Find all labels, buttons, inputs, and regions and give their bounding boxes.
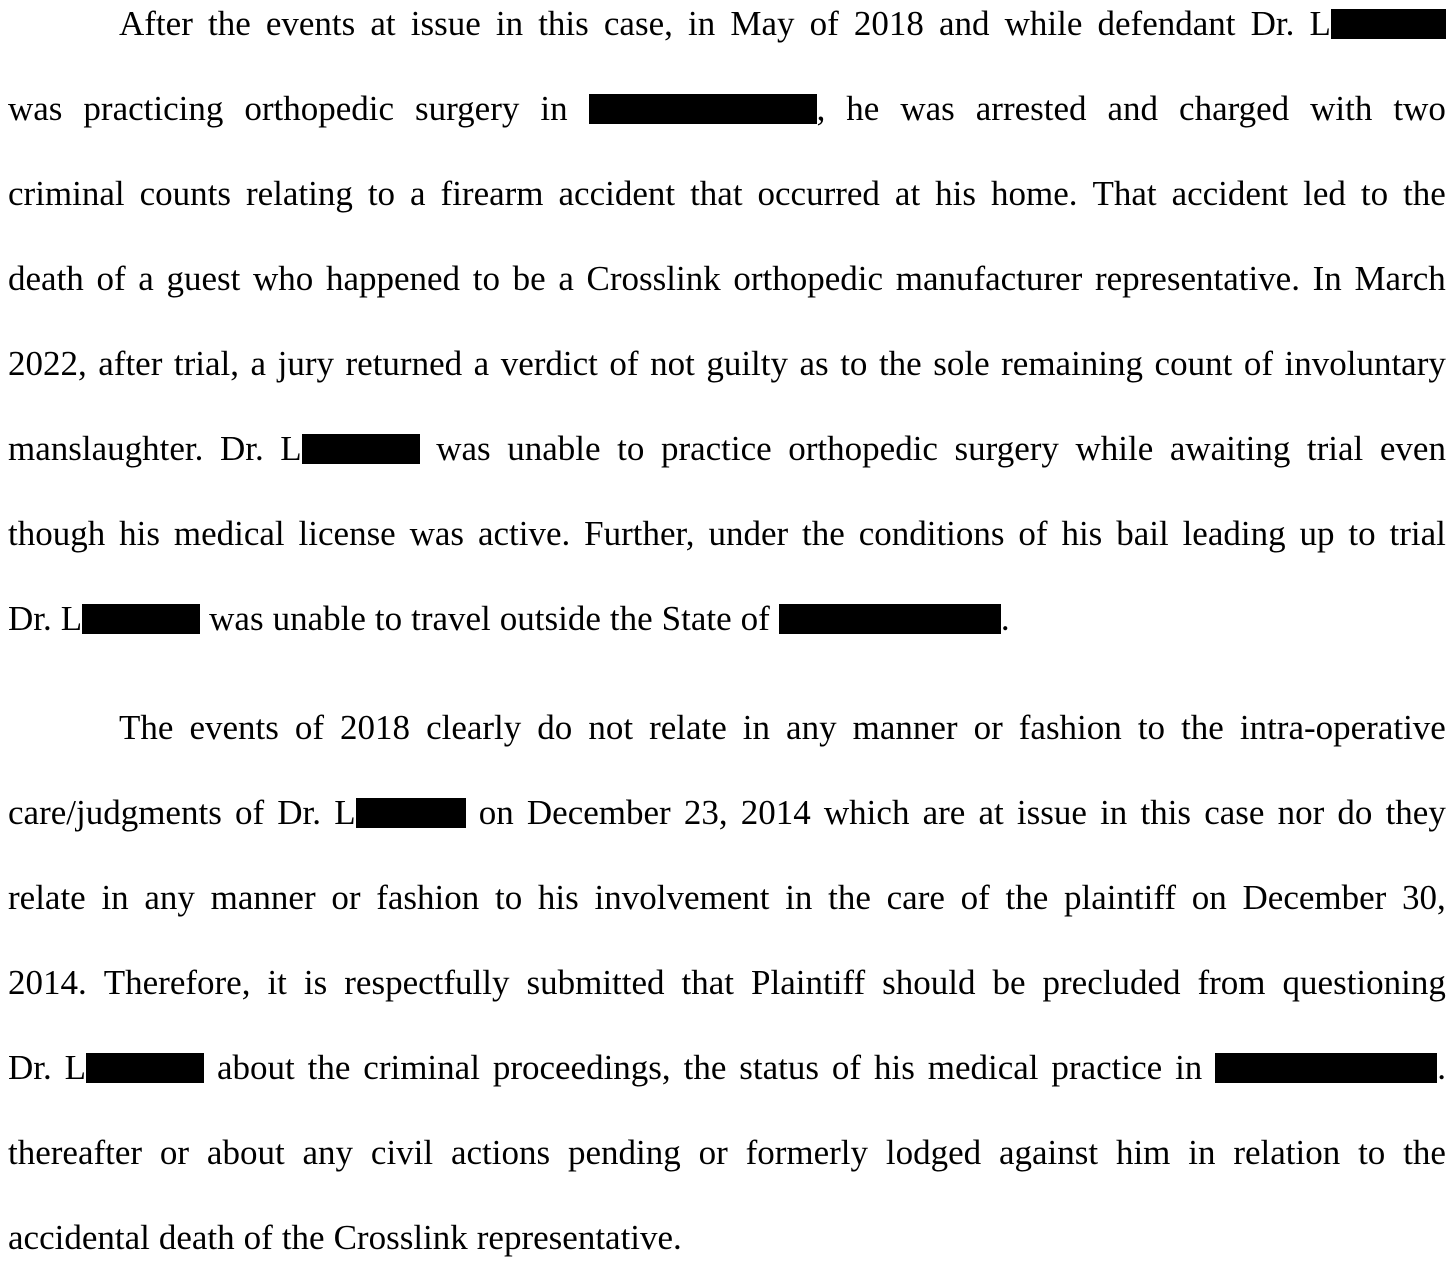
redacted-name-word xyxy=(61,597,200,641)
name-initial: L xyxy=(60,599,83,638)
word: it xyxy=(267,963,287,1002)
word: Crosslink xyxy=(333,1218,468,1257)
word: case, xyxy=(603,4,673,43)
word: plaintiff xyxy=(1063,878,1177,917)
paragraph-1-line-2 xyxy=(8,87,1446,131)
word: be xyxy=(992,963,1026,1002)
word: are xyxy=(922,793,966,832)
word: Dr. xyxy=(1250,4,1295,43)
name-initial: L xyxy=(1309,4,1331,43)
word: or xyxy=(973,708,1003,747)
word: 2018 xyxy=(853,4,924,43)
word: while xyxy=(1075,429,1154,468)
word: in xyxy=(742,708,771,747)
word: occurred xyxy=(757,174,880,213)
word: any xyxy=(302,1133,354,1172)
word: surgery xyxy=(954,429,1059,468)
word: criminal xyxy=(363,1048,480,1087)
word: manner xyxy=(210,878,316,917)
word: 2014 xyxy=(740,793,811,832)
word: bail xyxy=(1116,514,1169,553)
word: events xyxy=(265,4,356,43)
word: they xyxy=(1385,793,1446,832)
word: to xyxy=(1348,514,1376,553)
word: Crosslink xyxy=(586,259,721,298)
word: leading xyxy=(1182,514,1286,553)
word: under xyxy=(708,514,789,553)
word: to xyxy=(1358,1133,1386,1172)
word: to xyxy=(367,174,396,213)
word: practicing xyxy=(83,89,224,128)
word: issue xyxy=(410,4,481,43)
word: death xyxy=(8,259,84,298)
word: not xyxy=(588,708,634,747)
word: and xyxy=(1107,89,1159,128)
word: After xyxy=(119,4,193,43)
redacted-place-word xyxy=(589,87,826,131)
word: to xyxy=(840,344,868,383)
word: guilty xyxy=(706,344,788,383)
word: him xyxy=(1115,1133,1171,1172)
word: Dr. xyxy=(8,1048,52,1087)
word: or xyxy=(698,1133,728,1172)
redacted-name-word xyxy=(65,1046,204,1090)
word: the xyxy=(1005,878,1049,917)
word: involvement xyxy=(594,878,770,917)
paragraph-1-line-5 xyxy=(8,342,1446,386)
word: do xyxy=(1337,793,1373,832)
word: charged xyxy=(1179,89,1290,128)
word: awaiting xyxy=(1169,429,1291,468)
word: the xyxy=(207,4,251,43)
word: up xyxy=(1299,514,1335,553)
word: status xyxy=(739,1048,819,1087)
word: representative. xyxy=(1094,259,1300,298)
word: outside xyxy=(499,599,601,638)
word: the xyxy=(1181,708,1224,747)
word: medical xyxy=(173,514,285,553)
word: conditions xyxy=(858,514,1005,553)
word: of xyxy=(234,793,265,832)
word: was xyxy=(436,429,491,468)
word: of xyxy=(243,1218,273,1257)
word: December xyxy=(1242,878,1387,917)
word: proceedings, xyxy=(492,1048,671,1087)
word: issue xyxy=(1016,793,1087,832)
word: to xyxy=(494,878,523,917)
word: guest xyxy=(166,259,241,298)
word: a xyxy=(473,344,490,383)
word: the xyxy=(828,878,871,917)
word: about xyxy=(206,1133,285,1172)
word: fashion xyxy=(376,878,480,917)
word: in xyxy=(540,89,568,128)
word: defendant xyxy=(1097,4,1236,43)
word: intra-operative xyxy=(1239,708,1446,747)
word: relate xyxy=(649,708,727,747)
word: in xyxy=(687,4,716,43)
word: 2022, xyxy=(8,344,87,383)
word: remaining xyxy=(1001,344,1144,383)
redaction-bar xyxy=(86,1053,204,1083)
word: accident xyxy=(558,174,676,213)
word: The xyxy=(119,708,174,747)
word: of xyxy=(1018,514,1048,553)
word: that xyxy=(690,174,743,213)
word: the xyxy=(1403,174,1446,213)
word: is xyxy=(303,963,328,1002)
word: care xyxy=(886,878,945,917)
word: or xyxy=(159,1133,190,1172)
word: in xyxy=(1100,793,1128,832)
word: of xyxy=(740,599,770,638)
word: was xyxy=(209,599,264,638)
word: of xyxy=(831,1048,862,1087)
redacted-name-word xyxy=(280,427,419,471)
word: thereafter xyxy=(8,1133,143,1172)
word: the xyxy=(609,599,653,638)
word: of xyxy=(96,259,126,298)
word: manufacturer xyxy=(895,259,1083,298)
word: sole xyxy=(933,344,990,383)
word: surgery xyxy=(415,89,520,128)
paragraph-2-line-2 xyxy=(8,791,1446,835)
word: nor xyxy=(1277,793,1325,832)
word: unable xyxy=(272,599,366,638)
word: against xyxy=(998,1133,1099,1172)
word: December xyxy=(526,793,671,832)
word: a xyxy=(250,344,267,383)
word: death xyxy=(158,1218,235,1257)
word: to xyxy=(1360,174,1389,213)
paragraph-1-line-3 xyxy=(8,172,1446,216)
word: trial, xyxy=(173,344,240,383)
word: this xyxy=(538,4,589,43)
word: travel xyxy=(411,599,491,638)
word: relating xyxy=(245,174,353,213)
word: or xyxy=(331,878,361,917)
word: formerly xyxy=(745,1133,869,1172)
paragraph-2-line-5 xyxy=(8,1046,1446,1090)
word: trial xyxy=(1306,429,1364,468)
word: verdict xyxy=(500,344,598,383)
word: relation xyxy=(1233,1133,1341,1172)
word: the xyxy=(878,344,922,383)
word: his xyxy=(1061,514,1103,553)
word: the xyxy=(1403,1133,1446,1172)
name-initial: L xyxy=(334,793,356,832)
word: orthopedic xyxy=(733,259,884,298)
word: his xyxy=(119,514,160,553)
paragraph-1-line-7 xyxy=(8,512,1446,556)
word: of xyxy=(960,878,990,917)
word: events xyxy=(189,708,279,747)
word: be xyxy=(512,259,546,298)
word: led xyxy=(1303,174,1346,213)
redaction-bar xyxy=(1331,9,1446,39)
word: a xyxy=(558,259,574,298)
word: of xyxy=(809,4,839,43)
word: actions xyxy=(450,1133,551,1172)
word: representative. xyxy=(476,1218,682,1257)
word: to xyxy=(1137,708,1166,747)
word: with xyxy=(1310,89,1373,128)
word: at xyxy=(978,793,1004,832)
word: orthopedic xyxy=(244,89,395,128)
word: arrested xyxy=(975,89,1087,128)
word: even xyxy=(1379,429,1446,468)
redaction-bar xyxy=(589,94,817,124)
word: at xyxy=(370,4,396,43)
redacted-name-word xyxy=(1309,2,1445,46)
word: 2018 xyxy=(340,708,411,747)
word: any xyxy=(144,878,195,917)
name-initial: L xyxy=(64,1048,87,1087)
word: involuntary xyxy=(1284,344,1446,383)
word: Further, xyxy=(584,514,695,553)
redaction-bar xyxy=(356,798,466,828)
word: about xyxy=(216,1048,295,1087)
word: That xyxy=(1092,174,1157,213)
word: Dr. xyxy=(219,429,264,468)
word: submitted xyxy=(526,963,665,1002)
word: he xyxy=(846,89,880,128)
word: was xyxy=(8,89,63,128)
punctuation: . xyxy=(1000,599,1010,638)
word: care/judgments xyxy=(8,793,222,832)
word: In xyxy=(1312,259,1342,298)
word: trial xyxy=(1389,514,1446,553)
redacted-place-word xyxy=(1215,1046,1446,1090)
word: accident xyxy=(1171,174,1289,213)
redaction-bar xyxy=(302,434,420,464)
word: happened xyxy=(325,259,461,298)
redaction-bar xyxy=(82,604,200,634)
word: any xyxy=(786,708,837,747)
word: accidental xyxy=(8,1218,150,1257)
word: returned xyxy=(345,344,463,383)
redacted-name-word xyxy=(334,791,465,835)
word: license xyxy=(298,514,396,553)
word: to xyxy=(374,599,403,638)
word: which xyxy=(823,793,910,832)
word: fashion xyxy=(1018,708,1122,747)
punctuation: , xyxy=(816,89,826,128)
word: medical xyxy=(927,1048,1039,1087)
word: Therefore, xyxy=(103,963,251,1002)
punctuation: . xyxy=(1437,1048,1446,1087)
word: firearm xyxy=(440,174,544,213)
word: at xyxy=(894,174,921,213)
paragraph-1-line-8 xyxy=(8,597,1446,641)
word: the xyxy=(683,1048,727,1087)
redaction-bar xyxy=(1215,1053,1437,1083)
word: the xyxy=(281,1218,325,1257)
word: not xyxy=(650,344,695,383)
word: practice xyxy=(1051,1048,1163,1087)
word: 23, xyxy=(683,793,728,832)
word: though xyxy=(8,514,106,553)
word: Plaintiff xyxy=(751,963,866,1002)
word: criminal xyxy=(8,174,125,213)
redaction-bar xyxy=(779,604,1001,634)
word: in xyxy=(1188,1133,1216,1172)
word: civil xyxy=(370,1133,434,1172)
word: on xyxy=(1191,878,1227,917)
word: orthopedic xyxy=(788,429,938,468)
word: questioning xyxy=(1282,963,1446,1002)
word: of xyxy=(609,344,639,383)
word: his xyxy=(873,1048,915,1087)
paragraph-1-line-1 xyxy=(119,2,1446,46)
word: this xyxy=(1140,793,1192,832)
word: lodged xyxy=(885,1133,982,1172)
paragraph-1-line-4 xyxy=(8,257,1446,301)
word: 30, xyxy=(1402,878,1446,917)
word: as xyxy=(799,344,829,383)
word: his xyxy=(537,878,579,917)
name-initial: L xyxy=(280,429,302,468)
word: count xyxy=(1154,344,1233,383)
word: pending xyxy=(567,1133,681,1172)
word: should xyxy=(882,963,976,1002)
word: manner xyxy=(852,708,958,747)
word: the xyxy=(307,1048,351,1087)
word: a xyxy=(410,174,426,213)
word: and xyxy=(938,4,990,43)
word: his xyxy=(935,174,976,213)
word: from xyxy=(1197,963,1266,1002)
word: on xyxy=(478,793,514,832)
word: a xyxy=(138,259,154,298)
paragraph-2-line-4 xyxy=(8,961,1446,1005)
word: Dr. xyxy=(277,793,322,832)
word: case xyxy=(1204,793,1265,832)
word: counts xyxy=(139,174,231,213)
word: March xyxy=(1354,259,1446,298)
word: jury xyxy=(277,344,334,383)
word: to xyxy=(472,259,500,298)
word: 2014. xyxy=(8,963,87,1002)
word: in xyxy=(101,878,129,917)
word: active. xyxy=(477,514,571,553)
word: the xyxy=(802,514,845,553)
word: while xyxy=(1004,4,1083,43)
word: State xyxy=(661,599,732,638)
word: home. xyxy=(990,174,1078,213)
word: clearly xyxy=(426,708,522,747)
paragraph-2-line-6 xyxy=(8,1131,1446,1175)
word: manslaughter. xyxy=(8,429,204,468)
paragraph-1-line-6 xyxy=(8,427,1446,471)
word: of xyxy=(294,708,325,747)
word: of xyxy=(1243,344,1273,383)
word: Dr. xyxy=(8,599,52,638)
redacted-place-word xyxy=(779,597,1010,641)
word: respectfully xyxy=(344,963,510,1002)
word: in xyxy=(785,878,813,917)
word: in xyxy=(495,4,524,43)
word: precluded xyxy=(1042,963,1181,1002)
paragraph-2-line-7 xyxy=(8,1216,1446,1260)
word: practice xyxy=(660,429,772,468)
paragraph-2-line-3 xyxy=(8,876,1446,920)
word: in xyxy=(1175,1048,1203,1087)
word: do xyxy=(537,708,573,747)
word: that xyxy=(681,963,735,1002)
word: unable xyxy=(507,429,601,468)
word: who xyxy=(253,259,314,298)
word: was xyxy=(409,514,465,553)
word: after xyxy=(98,344,163,383)
word: May xyxy=(730,4,795,43)
word: was xyxy=(900,89,955,128)
word: relate xyxy=(8,878,86,917)
word: to xyxy=(617,429,645,468)
paragraph-2-line-1 xyxy=(119,706,1446,750)
word: two xyxy=(1393,89,1446,128)
